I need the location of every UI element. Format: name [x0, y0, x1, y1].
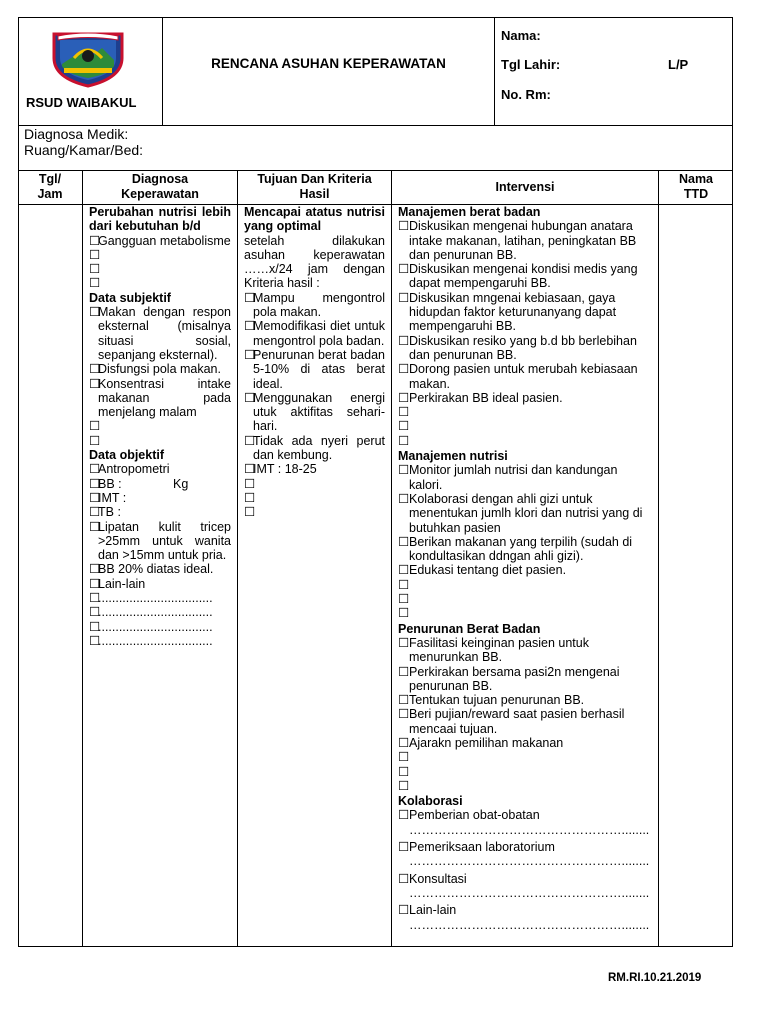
- objektif-item-text: BB :: [98, 476, 122, 491]
- intervensi-item: [398, 636, 654, 665]
- intervensi-item-text: Kolaborasi dengan ahli gizi untuk menentukan jumlh klori dan nutrisi yang di butuhkan pasien: [409, 491, 643, 535]
- col-divider-2: [237, 170, 238, 947]
- intervensi-item: [398, 707, 654, 736]
- objektif-item-text: Antropometri: [98, 462, 170, 477]
- cause-item-text: [98, 276, 231, 290]
- header-divider-2: [494, 17, 495, 126]
- checkbox-icon[interactable]: ☐: [244, 290, 256, 305]
- intervensi-item-text: Perkirakan bersama pasi2n mengenai penurunan BB.: [409, 664, 620, 693]
- criteria-item-text: Tidak ada nyeri perut dan kembung.: [253, 433, 385, 463]
- intervensi-column: [398, 205, 654, 935]
- criteria-item: [244, 462, 385, 476]
- checkbox-icon[interactable]: ☐: [398, 433, 410, 448]
- intervensi-item: [398, 535, 654, 564]
- header-divider-1: [162, 17, 163, 126]
- intervensi-item-text: [409, 765, 654, 779]
- checkbox-icon[interactable]: ☐: [89, 519, 101, 534]
- cause-item: [89, 262, 231, 276]
- checkbox-icon[interactable]: ☐: [244, 505, 256, 520]
- cause-item: [89, 234, 231, 248]
- intervensi-item: [398, 665, 654, 694]
- intervensi-item-text: [409, 606, 654, 620]
- hospital-name: RSUD WAIBAKUL: [26, 95, 137, 110]
- col-divider-4: [658, 170, 659, 947]
- checkbox-icon[interactable]: ☐: [89, 262, 101, 277]
- checkbox-icon[interactable]: ☐: [89, 562, 101, 577]
- intervensi-item-text: Beri pujian/reward saat pasien berhasil mencaai tujuan.: [409, 707, 625, 736]
- col-divider-1: [82, 170, 83, 947]
- checkbox-icon[interactable]: ☐: [89, 305, 101, 320]
- dotted-fill-line: ……………………………………………........: [409, 917, 650, 932]
- intervensi-item-text: [409, 750, 654, 764]
- objektif-item: [89, 520, 231, 563]
- checkbox-icon[interactable]: ☐: [398, 808, 410, 823]
- objektif-item-text: .................................: [98, 605, 213, 620]
- intervensi-item: [398, 872, 654, 886]
- diagnosa-medik-label: Diagnosa Medik:: [24, 126, 129, 142]
- header-diagnosa: [83, 170, 237, 204]
- intervensi-section-title: Kolaborasi: [398, 794, 463, 809]
- intervensi-item: [398, 334, 654, 363]
- cause-item-text: Gangguan metabolisme: [98, 233, 231, 248]
- checkbox-icon[interactable]: ☐: [398, 419, 410, 434]
- checkbox-icon[interactable]: ☐: [398, 778, 410, 793]
- objektif-item: [89, 562, 231, 576]
- intervensi-item: [398, 606, 654, 620]
- dotted-fill-line: ……………………………………………........: [409, 854, 650, 869]
- tgl-lahir-label: Tgl Lahir:: [501, 57, 561, 72]
- subjektif-item: [89, 419, 231, 433]
- subjektif-item-text: Disfungsi pola makan.: [98, 362, 221, 377]
- intervensi-item-text: Edukasi tentang diet pasien.: [409, 563, 567, 578]
- objektif-item-text: Lipatan kulit tricep >25mm untuk wanita dan >15mm untuk pria.: [98, 519, 231, 563]
- header-diagnosa-1: Diagnosa: [131, 172, 189, 186]
- subjektif-item-text: Konsentrasi intake makanan pada menjelang malam: [98, 376, 231, 420]
- cause-item-text: [98, 248, 231, 262]
- checkbox-icon[interactable]: ☐: [89, 276, 101, 291]
- intervensi-item-text: [409, 578, 654, 592]
- objektif-item: [89, 491, 231, 505]
- header-tujuan: [238, 170, 391, 204]
- criteria-item-text: [253, 491, 385, 505]
- checkbox-icon[interactable]: ☐: [244, 433, 256, 448]
- checkbox-icon[interactable]: ☐: [89, 433, 101, 448]
- header-ttd-2: TTD: [683, 187, 709, 201]
- checkbox-icon[interactable]: ☐: [244, 476, 256, 491]
- intervensi-item: [398, 578, 654, 592]
- subjektif-title: Data subjektif: [89, 290, 171, 305]
- intervensi-item-text: Diskusikan mengenai kondisi medis yang dapat mempengaruhi BB.: [409, 262, 638, 291]
- header-ttd: [659, 170, 733, 204]
- intervensi-item: [398, 736, 654, 750]
- lp-label: L/P: [668, 57, 689, 72]
- intervensi-section-title: Penurunan Berat Badan: [398, 621, 541, 636]
- tujuan-intro: setelah dilakukan asuhan keperawatan ……x/24 jam dengan Kriteria hasil :: [244, 233, 385, 291]
- intervensi-section-title: Manajemen nutrisi: [398, 449, 508, 464]
- intervensi-item: [398, 903, 654, 917]
- objektif-item: [89, 477, 231, 491]
- intervensi-item: [398, 563, 654, 577]
- criteria-item: [244, 291, 385, 320]
- intervensi-item-text: [409, 434, 654, 448]
- intervensi-item-text: Dorong pasien untuk merubah kebiasaan makan.: [409, 362, 638, 391]
- intervensi-item: [398, 693, 654, 707]
- checkbox-icon[interactable]: ☐: [398, 606, 410, 621]
- criteria-item-text: Memodifikasi diet untuk mengontrol pola badan.: [253, 319, 385, 348]
- intervensi-item: [398, 219, 654, 262]
- intervensi-item: [398, 750, 654, 764]
- checkbox-icon[interactable]: ☐: [398, 290, 410, 305]
- checkbox-icon[interactable]: ☐: [89, 591, 101, 606]
- dotted-fill-line: ……………………………………………........: [409, 885, 650, 900]
- subjektif-item-text: [98, 419, 231, 433]
- checkbox-icon[interactable]: ☐: [398, 871, 410, 886]
- cause-item: [89, 248, 231, 262]
- objektif-item-text: Lain-lain: [98, 576, 146, 591]
- subjektif-list: [89, 305, 231, 448]
- criteria-item: [244, 477, 385, 491]
- objektif-item: [89, 505, 231, 519]
- objektif-item: [89, 577, 231, 591]
- header-tgl: Tgl/: [38, 172, 62, 186]
- checkbox-icon[interactable]: ☐: [398, 534, 410, 549]
- checkbox-icon[interactable]: ☐: [398, 219, 410, 234]
- intervensi-item-text: [409, 779, 654, 793]
- objektif-item-text: TB :: [98, 505, 121, 520]
- header-jam: Jam: [37, 187, 63, 201]
- intervensi-item-text: Lain-lain: [409, 903, 457, 918]
- diagnosa-title: Perubahan nutrisi lebih dari kebutuhan b/d: [89, 205, 231, 234]
- checkbox-icon[interactable]: ☐: [244, 490, 256, 505]
- checkbox-icon[interactable]: ☐: [398, 735, 410, 750]
- bb-unit: Kg: [173, 476, 189, 491]
- intervensi-item: [398, 779, 654, 793]
- criteria-item: [244, 319, 385, 348]
- criteria-item-text: IMT : 18-25: [253, 462, 317, 477]
- checkbox-icon[interactable]: ☐: [398, 491, 410, 506]
- intervensi-item-text: Pemeriksaan laboratorium: [409, 840, 555, 855]
- criteria-item: [244, 391, 385, 434]
- form-title: RENCANA ASUHAN KEPERAWATAN: [211, 56, 446, 71]
- col-divider-3: [391, 170, 392, 947]
- cause-item-text: [98, 262, 231, 276]
- objektif-item-text: BB 20% diatas ideal.: [98, 562, 214, 577]
- checkbox-icon[interactable]: ☐: [89, 633, 101, 648]
- header-tujuan-1: Tujuan Dan Kriteria: [257, 172, 372, 186]
- intervensi-item-text: [409, 405, 654, 419]
- criteria-item-text: [253, 505, 385, 519]
- checkbox-icon[interactable]: ☐: [244, 462, 256, 477]
- intervensi-item: [398, 405, 654, 419]
- subjektif-item: [89, 434, 231, 448]
- no-rm-label: No. Rm:: [501, 87, 551, 102]
- checkbox-icon[interactable]: ☐: [89, 605, 101, 620]
- subjektif-item-text: Makan dengan respon eksternal (misalnya situasi sosial, sepanjang eksternal).: [98, 305, 231, 362]
- criteria-list: [244, 291, 385, 520]
- objektif-item-text: IMT :: [98, 490, 127, 505]
- checkbox-icon[interactable]: ☐: [89, 505, 101, 520]
- cause-item: [89, 276, 231, 290]
- objektif-item: [89, 634, 231, 648]
- header-intervensi: Intervensi: [495, 179, 555, 194]
- intervensi-item: [398, 434, 654, 448]
- ruang-label: Ruang/Kamar/Bed:: [24, 142, 144, 158]
- checkbox-icon[interactable]: ☐: [398, 693, 410, 708]
- intervensi-item: [398, 262, 654, 291]
- criteria-item: [244, 434, 385, 463]
- checkbox-icon[interactable]: ☐: [398, 903, 410, 918]
- criteria-item-text: [253, 477, 385, 491]
- objektif-item: [89, 605, 231, 619]
- intervensi-item-text: Perkirakan BB ideal pasien.: [409, 390, 563, 405]
- intervensi-item: [398, 419, 654, 433]
- checkbox-icon[interactable]: ☐: [89, 462, 101, 477]
- intervensi-item: [398, 391, 654, 405]
- intervensi-item-text: [409, 419, 654, 433]
- intervensi-item-text: Pemberian obat-obatan: [409, 808, 540, 823]
- checkbox-icon[interactable]: ☐: [398, 463, 410, 478]
- header-tujuan-2: Hasil: [299, 187, 330, 201]
- intervensi-item: [398, 463, 654, 492]
- footer-code: RM.RI.10.21.2019: [608, 972, 702, 984]
- objektif-item-text: .................................: [98, 591, 213, 606]
- objektif-item: [89, 620, 231, 634]
- subjektif-item: [89, 362, 231, 376]
- checkbox-icon[interactable]: ☐: [398, 405, 410, 420]
- checkbox-icon[interactable]: ☐: [398, 750, 410, 765]
- header-ttd-1: Nama: [678, 172, 714, 186]
- checkbox-icon[interactable]: ☐: [89, 419, 101, 434]
- checkbox-icon[interactable]: ☐: [89, 233, 101, 248]
- hospital-logo: [50, 28, 126, 88]
- objektif-item: [89, 591, 231, 605]
- tujuan-column: [244, 205, 385, 520]
- subjektif-item-text: [98, 434, 231, 448]
- intervensi-item: [398, 808, 654, 822]
- checkbox-icon[interactable]: ☐: [89, 576, 101, 591]
- intervensi-item: [398, 362, 654, 391]
- intervensi-item-text: [409, 592, 654, 606]
- criteria-item-text: Mampu mengontrol pola makan.: [253, 290, 385, 320]
- checkbox-icon[interactable]: ☐: [398, 840, 410, 855]
- objektif-item-text: .................................: [98, 619, 213, 634]
- header-diagnosa-2: Keperawatan: [121, 187, 199, 201]
- intervensi-item: [398, 492, 654, 535]
- checkbox-icon[interactable]: ☐: [398, 635, 410, 650]
- intervensi-item: [398, 291, 654, 334]
- subjektif-item: [89, 305, 231, 362]
- checkbox-icon[interactable]: ☐: [398, 707, 410, 722]
- intervensi-item-text: Berikan makanan yang terpilih (sudah di kondultasikan ddngan ahli gizi).: [409, 534, 633, 564]
- header-tgl-jam: [18, 170, 82, 204]
- checkbox-icon[interactable]: ☐: [398, 362, 410, 377]
- criteria-item: [244, 505, 385, 519]
- intervensi-item-text: Konsultasi: [409, 871, 467, 886]
- nama-label: Nama:: [501, 28, 541, 43]
- criteria-item: [244, 348, 385, 391]
- dotted-fill-line: ……………………………………………........: [409, 822, 650, 837]
- diagnosa-column: [89, 205, 231, 648]
- checkbox-icon[interactable]: ☐: [398, 563, 410, 578]
- checkbox-icon[interactable]: ☐: [244, 390, 256, 405]
- criteria-item-text: Menggunakan energi utuk aktifitas sehari-hari.: [253, 390, 385, 434]
- tujuan-title: Mencapai atatus nutrisi yang optimal: [244, 205, 385, 234]
- objektif-item: [89, 462, 231, 476]
- checkbox-icon[interactable]: ☐: [89, 376, 101, 391]
- checkbox-icon[interactable]: ☐: [89, 476, 101, 491]
- objektif-list: [89, 462, 231, 648]
- intervensi-item-text: Diskusikan mngenai kebiasaan, gaya hidupdan faktor keturunanyang dapat mempengaruhi BB.: [409, 290, 617, 334]
- checkbox-icon[interactable]: ☐: [89, 247, 101, 262]
- checkbox-icon[interactable]: ☐: [398, 592, 410, 607]
- intervensi-item-text: Fasilitasi keinginan pasien untuk menurunkan BB.: [409, 635, 589, 665]
- checkbox-icon[interactable]: ☐: [244, 347, 256, 362]
- intervensi-item: [398, 765, 654, 779]
- intervensi-item: [398, 840, 654, 854]
- intervensi-item-text: Monitor jumlah nutrisi dan kandungan kalori.: [409, 463, 618, 492]
- intervensi-item-text: Diskusikan resiko yang b.d bb berlebihan dan penurunan BB.: [409, 333, 637, 362]
- intervensi-item-text: Diskusikan mengenai hubungan anatara intake makanan, latihan, peningkatan BB dan penurunan BB.: [409, 219, 637, 262]
- checkbox-icon[interactable]: ☐: [398, 664, 410, 679]
- checkbox-icon[interactable]: ☐: [244, 319, 256, 334]
- intervensi-section-title: Manajemen berat badan: [398, 205, 541, 219]
- subjektif-item: [89, 377, 231, 420]
- checkbox-icon[interactable]: ☐: [398, 577, 410, 592]
- diagnosa-causes: [89, 234, 231, 291]
- checkbox-icon[interactable]: ☐: [89, 362, 101, 377]
- checkbox-icon[interactable]: ☐: [398, 390, 410, 405]
- intervensi-item-text: Tentukan tujuan penurunan BB.: [409, 693, 585, 708]
- criteria-item: [244, 491, 385, 505]
- objektif-title: Data objektif: [89, 448, 165, 463]
- checkbox-icon[interactable]: ☐: [398, 333, 410, 348]
- checkbox-icon[interactable]: ☐: [89, 490, 101, 505]
- criteria-item-text: Penurunan berat badan 5-10% di atas berat ideal.: [253, 347, 385, 391]
- objektif-item-text: .................................: [98, 633, 213, 648]
- checkbox-icon[interactable]: ☐: [398, 262, 410, 277]
- intervensi-item-text: Ajarakn pemilihan makanan: [409, 735, 564, 750]
- intervensi-item: [398, 592, 654, 606]
- checkbox-icon[interactable]: ☐: [89, 619, 101, 634]
- checkbox-icon[interactable]: ☐: [398, 764, 410, 779]
